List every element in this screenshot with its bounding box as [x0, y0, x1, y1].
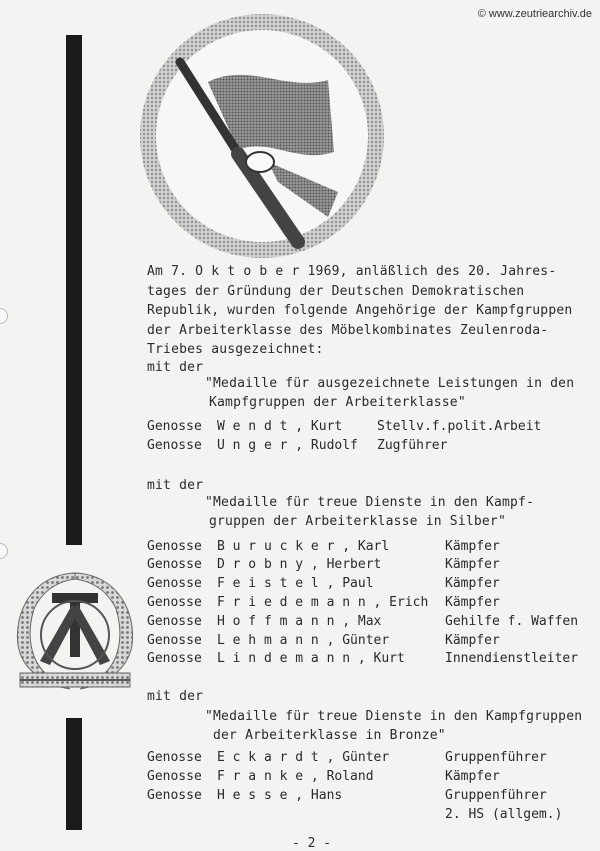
medal-title-line: der Arbeiterklasse in Bronze" — [213, 728, 446, 743]
genosse-label: Genosse — [147, 595, 202, 610]
recipient-name: D r o b n y , Herbert — [217, 557, 382, 572]
recipient-name: F r a n k e , Roland — [217, 769, 374, 784]
recipient-row — [147, 595, 587, 613]
medal-title — [205, 707, 582, 745]
mit-der-label: mit der — [147, 360, 204, 375]
intro-line: Republik, wurden folgende Angehörige der Kampfgruppen — [147, 303, 573, 318]
ddr-emblem-icon — [10, 565, 140, 700]
recipient-row — [147, 614, 587, 632]
recipient-name: H e s s e , Hans — [217, 788, 343, 803]
recipient-name: B u r u c k e r , Karl — [217, 539, 390, 554]
genosse-label: Genosse — [147, 633, 202, 648]
recipient-name: U n g e r , Rudolf — [217, 438, 358, 453]
intro-line: Am 7. O k t o b e r 1969, anläßlich des 20. Jahres- — [147, 264, 557, 279]
punch-hole — [0, 543, 8, 559]
genosse-label: Genosse — [147, 438, 202, 453]
recipient-row-extra — [147, 807, 587, 825]
recipient-role: Kämpfer — [445, 595, 500, 610]
recipient-role: Kämpfer — [445, 576, 500, 591]
medal-title-line: gruppen der Arbeiterklasse in Silber" — [209, 514, 506, 529]
recipient-role: 2. HS (allgem.) — [445, 807, 563, 822]
recipient-row — [147, 576, 587, 594]
genosse-label: Genosse — [147, 539, 202, 554]
recipient-role: Gruppenführer — [445, 750, 547, 765]
recipient-row — [147, 750, 587, 768]
recipient-role: Stellv.f.polit.Arbeit — [377, 419, 542, 434]
genosse-label: Genosse — [147, 750, 202, 765]
genosse-label: Genosse — [147, 651, 202, 666]
intro-line: der Arbeiterklasse des Möbelkombinates Zeulenroda- — [147, 322, 549, 338]
recipient-role: Kämpfer — [445, 769, 500, 784]
genosse-label: Genosse — [147, 788, 202, 803]
recipient-role: Zugführer — [377, 438, 448, 453]
genosse-label: Genosse — [147, 557, 202, 572]
recipient-role: Kämpfer — [445, 633, 500, 648]
genosse-label: Genosse — [147, 769, 202, 784]
medal-title-line: "Medaille für treue Dienste in den Kampfgruppen — [205, 709, 583, 724]
page-number: - 2 - — [292, 836, 332, 851]
recipient-row — [147, 557, 587, 575]
genosse-label: Genosse — [147, 576, 202, 591]
recipient-name: F e i s t e l , Paul — [217, 576, 374, 591]
recipient-name: E c k a r d t , Günter — [217, 750, 390, 765]
intro-line: Triebes ausgezeichnet: — [147, 342, 324, 357]
recipient-name: L i n d e m a n n , Kurt — [217, 651, 405, 666]
binding-bar-top — [66, 35, 82, 545]
binding-bar-bottom — [66, 718, 82, 830]
medal-title-line: Kampfgruppen der Arbeiterklasse" — [209, 395, 466, 410]
intro-paragraph — [147, 262, 572, 360]
medal-title — [205, 493, 534, 531]
recipient-role: Gehilfe f. Waffen — [445, 614, 579, 629]
recipient-role: Innendienstleiter — [445, 651, 579, 666]
recipient-row — [147, 438, 587, 456]
mit-der-label: mit der — [147, 689, 204, 704]
watermark: © www.zeutriearchiv.de — [477, 8, 592, 20]
medal-title-line: "Medaille für ausgezeichnete Leistungen in den — [205, 376, 575, 391]
recipient-role: Kämpfer — [445, 539, 500, 554]
recipient-name: W e n d t , Kurt — [217, 419, 343, 434]
recipient-row — [147, 539, 587, 557]
genosse-label: Genosse — [147, 614, 202, 629]
recipient-name: L e h m a n n , Günter — [217, 633, 390, 648]
genosse-label: Genosse — [147, 419, 202, 434]
intro-line: tages der Gründung der Deutschen Demokratischen — [147, 283, 525, 299]
recipient-role: Gruppenführer — [445, 788, 547, 803]
recipient-name: F r i e d e m a n n , Erich — [217, 595, 429, 610]
recipient-row — [147, 651, 587, 669]
mit-der-label: mit der — [147, 478, 204, 493]
recipient-row — [147, 788, 587, 806]
recipient-row — [147, 633, 587, 651]
kampfgruppen-emblem-icon — [138, 12, 386, 260]
medal-title — [205, 374, 574, 412]
recipient-row — [147, 769, 587, 787]
recipient-role: Kämpfer — [445, 557, 500, 572]
medal-title-line: "Medaille für treue Dienste in den Kampf- — [205, 495, 535, 510]
recipient-row — [147, 419, 587, 437]
recipient-name: H o f f m a n n , Max — [217, 614, 382, 629]
punch-hole — [0, 308, 8, 324]
